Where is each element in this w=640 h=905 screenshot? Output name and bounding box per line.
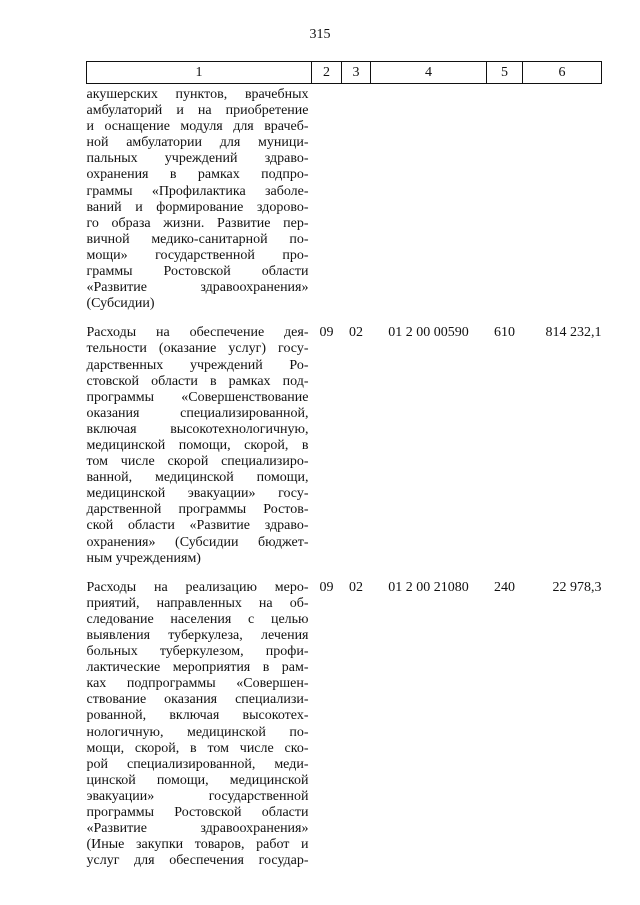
description-line: ках подпрограммы «Совершен- [86,676,309,692]
description-line: амбулаторий и на приобретение [86,103,309,119]
row-spacer-cell [87,567,602,577]
description-line: рой специализированной, меди- [86,756,309,772]
description-line: нологичную, медицинской по- [86,724,309,740]
col-header-4: 4 [371,62,487,84]
table-body [87,84,602,870]
col-header-2: 2 [312,62,342,84]
budget-table [86,61,602,869]
subsection-code [342,84,371,313]
description-line: включая высокотехнологичную, [86,421,309,437]
description-line: программы Ростовской области [86,805,309,821]
page-number: 315 [309,27,331,42]
amount-value: 22 978,3 [552,579,602,595]
description-line: ванной, медицинской помощи, [86,470,309,486]
description-line: программы «Совершенствование [86,389,309,405]
description-line: медицинской помощи, скорой, в [86,437,309,453]
description-line: (Субсидии) [86,296,155,312]
subsection-code: 02 [349,579,363,595]
description-line: ваний и формирование здорово- [86,199,309,215]
description-line: следование населения с целью [86,611,309,627]
col-header-6: 6 [523,62,602,84]
description-line: ской области «Развитие здраво- [86,518,309,534]
description-line: стовской области в рамках под- [86,373,309,389]
target-article-code: 01 2 00 00590 [388,325,469,341]
description-line: оказания специализированной, [86,405,309,421]
description-line: ствование оказания специализи- [86,692,309,708]
amount-value: 814 232,1 [545,325,602,341]
description-line: вичной медико-санитарной по- [86,231,309,247]
description-line: приятий, направленных на об- [86,595,309,611]
description-line: дарственной программы Ростов- [86,502,309,518]
table-row [87,322,602,566]
description-line: «Развитие здравоохранения» [86,280,309,296]
col-header-1: 1 [87,62,312,84]
expense-type-code: 240 [494,579,515,595]
expense-type-code [487,84,523,313]
target-article-code: 01 2 00 21080 [388,579,469,595]
description-line: охранения в рамках подпро- [86,167,309,183]
description-line: охранения» (Субсидии бюджет- [86,534,309,550]
row-description [87,84,312,313]
amount-value [523,84,602,313]
row-description [87,577,312,870]
description-line: (Иные закупки товаров, работ и [86,837,309,853]
description-line: Расходы на реализацию меро- [86,579,309,595]
header-row [87,62,602,84]
col-header-5: 5 [487,62,523,84]
description-line: Расходы на обеспечение дея- [86,325,309,341]
row-spacer [87,567,602,577]
description-line: услуг для обеспечения государ- [86,853,309,869]
description-line: мощи, скорой, в том числе ско- [86,740,309,756]
expense-type-code: 610 [494,325,515,341]
description-line: дарственных учреждений Ро- [86,357,309,373]
target-article-code [371,84,487,313]
description-line: пальных учреждений здраво- [86,151,309,167]
description-line: медицинской эвакуации» госу- [86,486,309,502]
description-line: больных туберкулезом, профи- [86,644,309,660]
description-line: граммы «Профилактика заболе- [86,183,309,199]
description-line: выявления туберкулеза, лечения [86,628,309,643]
row-spacer-cell [87,312,602,322]
table-row [87,84,602,313]
description-line: и оснащение модуля для врачеб- [86,119,309,135]
col-header-3: 3 [342,62,371,84]
row-spacer [87,312,602,322]
description-line: мощи» государственной про- [86,247,309,263]
section-code [312,84,342,313]
description-line: цинской помощи, медицинской [86,772,309,788]
description-line: тельности (оказание услуг) госу- [86,341,309,357]
description-line: ной амбулатории для муници- [86,135,309,151]
table-row [87,577,602,870]
description-line: ным учреждениям) [86,550,201,566]
row-description [87,322,312,566]
description-line: граммы Ростовской области [86,264,309,280]
section-code: 09 [319,325,334,341]
description-line: эвакуации» государственной [86,788,309,804]
description-line: рованной, включая высокотех- [86,708,309,724]
description-line: го образа жизни. Развитие пер- [86,215,309,231]
section-code: 09 [319,579,334,595]
description-line: акушерских пунктов, врачебных [86,87,309,102]
subsection-code: 02 [349,325,363,341]
description-line: лактические мероприятия в рам- [86,660,309,676]
description-line: том числе скорой специализиро- [86,454,309,470]
description-line: «Развитие здравоохранения» [86,821,309,837]
